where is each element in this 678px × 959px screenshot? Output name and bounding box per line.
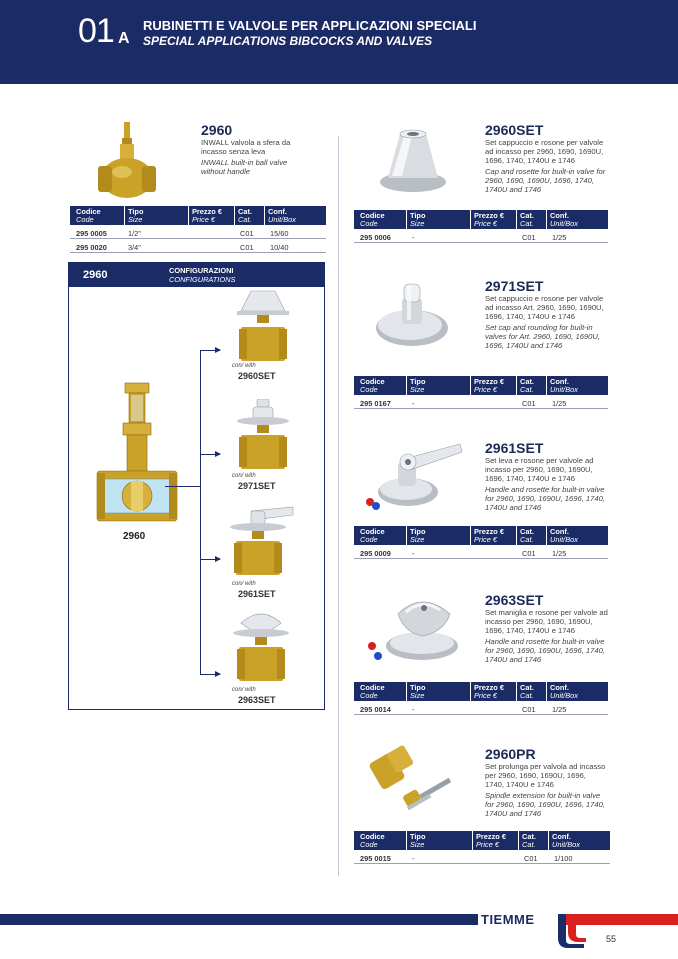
section-title-en: SPECIAL APPLICATIONS BIBCOCKS AND VALVES [143, 34, 433, 48]
col-box: Conf. Unit/Box [268, 207, 296, 224]
row-code: 295 0020 [76, 243, 107, 252]
spindle-extension-2960pr-image [368, 742, 460, 818]
config-2960set-image [233, 289, 293, 363]
product-table-2960set [354, 210, 608, 243]
config-2961set-image [221, 505, 297, 579]
col-cat: Cat. Cat. [238, 207, 252, 224]
product-title-2961set: 2961SET [485, 440, 544, 456]
configurations-title-en: CONFIGURATIONS [169, 275, 236, 284]
product-table-2971set [354, 376, 608, 409]
config-2963set-image [229, 609, 293, 685]
section-title-it: RUBINETTI E VALVOLE PER APPLICAZIONI SPECIALI [143, 18, 477, 33]
footer-corner-mark [556, 914, 586, 948]
table-header [70, 206, 326, 225]
configurations-product: 2960 [83, 269, 108, 281]
description-en: Set cap and rounding for built-in valves for Art. 2960, 1690, 1690U, 1696, 1740U and 1746 [485, 323, 600, 350]
table-row: 295 0167 - C01 1/25 [354, 395, 608, 409]
arrow-2971set [200, 454, 220, 455]
product-table-2961set [354, 526, 608, 559]
arrow-2960set [200, 350, 220, 351]
footer-bar [0, 914, 478, 925]
product-title-2960pr: 2960PR [485, 746, 536, 762]
with-label: con/ with [232, 363, 256, 369]
arrow-2963set [200, 674, 220, 675]
description-en: Handle and rosette for built-in valve for 2960, 1690, 1690U, 1696, 1740, 1740U and 1746 [485, 485, 605, 512]
description-it: INWALL valvola a sfera da incasso senza leva [201, 138, 291, 156]
description-en: Spindle extension for built-in valve for 2960, 1690, 1690U, 1696, 1740, 1740U and 1746 [485, 791, 605, 818]
row-box: 10/40 [270, 243, 289, 252]
description-en: Handle and rosette for built-in valve for 2960, 1690, 1690U, 1696, 1740, 1740U and 1746 [485, 637, 605, 664]
config-label-2960set: 2960SET [238, 371, 276, 381]
col-price: Prezzo € Price € [192, 207, 222, 224]
product-description-2971set [485, 294, 609, 350]
row-size: 3/4" [128, 243, 141, 252]
configurations-panel [68, 262, 325, 710]
product-table-2963set [354, 682, 608, 715]
page-number: 55 [606, 934, 617, 944]
product-table-2960pr [354, 831, 610, 864]
product-description-2963set [485, 608, 609, 664]
description-it: Set maniglia e rosone per valvole ad incasso per 2960, 1690, 1690U, 1696, 1740, 1740U e 1746 [485, 608, 608, 635]
config-label-2971set: 2971SET [238, 481, 276, 491]
row-cat: C01 [240, 229, 254, 238]
cap-rosette-2960set-image [378, 124, 448, 194]
handle-rosette-2963set-image [364, 596, 464, 668]
with-label: con/ with [232, 581, 256, 587]
table-row: 295 0009 - C01 1/25 [354, 545, 608, 559]
product-description-2960 [201, 138, 305, 176]
description-it: Set prolunga per valvola ad incasso per 2960, 1690, 1690U, 1696, 1740, 1740U e 1746 [485, 762, 606, 789]
with-label: con/ with [232, 473, 256, 479]
row-code: 295 0005 [76, 229, 107, 238]
arrow-2961set [200, 559, 220, 560]
product-table-2960 [70, 206, 326, 253]
config-2971set-image [233, 399, 293, 473]
table-header: Codice Code Tipo Size Prezzo € Price € Cat. Cat. Conf. Unit/Box [354, 526, 608, 545]
column-divider [338, 136, 339, 876]
table-row: 295 0014 - C01 1/25 [354, 701, 608, 715]
product-title-2960: 2960 [201, 122, 233, 138]
table-header: Codice Code Tipo Size Prezzo € Price € Cat. Cat. Conf. Unit/Box [354, 831, 610, 850]
description-en: Cap and rosette for built-in valve for 2960, 1690, 1690U, 1696, 1740, 1740U and 1746 [485, 167, 606, 194]
section-number: 01 [78, 12, 114, 50]
connector-horizontal [165, 486, 201, 487]
row-cat: C01 [240, 243, 254, 252]
configurations-title-it: CONFIGURAZIONI [169, 266, 234, 275]
table-row [70, 225, 326, 239]
table-row [70, 239, 326, 253]
table-header: Codice Code Tipo Size Prezzo € Price € Cat. Cat. Conf. Unit/Box [354, 376, 608, 395]
main-valve-label: 2960 [123, 531, 146, 542]
connector-vertical [200, 350, 201, 674]
table-header: Codice Code Tipo Size Prezzo € Price € Cat. Cat. Conf. Unit/Box [354, 682, 608, 701]
col-size: Tipo Size [128, 207, 144, 224]
ball-valve-2960-image [96, 120, 160, 204]
handle-rosette-2961set-image [364, 440, 464, 512]
page-header [0, 0, 678, 84]
config-label-2963set: 2963SET [238, 695, 276, 705]
description-it: Set leva e rosone per valvole ad incasso per 2960, 1690, 1690U, 1696, 1740, 1740U e 1746 [485, 456, 594, 483]
row-box: 15/60 [270, 229, 289, 238]
config-label-2961set: 2961SET [238, 589, 276, 599]
description-it: Set cappuccio e rosone per valvole ad incasso Art. 2960, 1690, 1690U, 1696, 1740, 1740U e 1746 [485, 294, 604, 321]
product-description-2960pr [485, 762, 607, 818]
cap-rosette-2971set-image [374, 280, 450, 350]
product-title-2971set: 2971SET [485, 278, 544, 294]
description-it: Set cappuccio e rosone per valvole ad incasso per 2960, 1690, 1690U, 1696, 1740, 1740U e 1746 [485, 138, 604, 165]
product-description-2960set [485, 138, 607, 194]
table-header: Codice Code Tipo Size Prezzo € Price € Cat. Cat. Conf. Unit/Box [354, 210, 608, 229]
table-row: 295 0015 - C01 1/100 [354, 850, 610, 864]
brand-logo: TIEMME [481, 912, 535, 927]
row-size: 1/2" [128, 229, 141, 238]
description-en: INWALL built-in ball valve without handle [201, 158, 288, 176]
product-description-2961set [485, 456, 607, 512]
product-title-2963set: 2963SET [485, 592, 544, 608]
configurations-header [69, 263, 324, 287]
product-title-2960set: 2960SET [485, 122, 544, 138]
valve-cutaway-image [95, 381, 179, 527]
with-label: con/ with [232, 687, 256, 693]
table-row: 295 0006 - C01 1/25 [354, 229, 608, 243]
section-letter: A [118, 30, 130, 47]
col-code: Codice Code [76, 207, 101, 224]
